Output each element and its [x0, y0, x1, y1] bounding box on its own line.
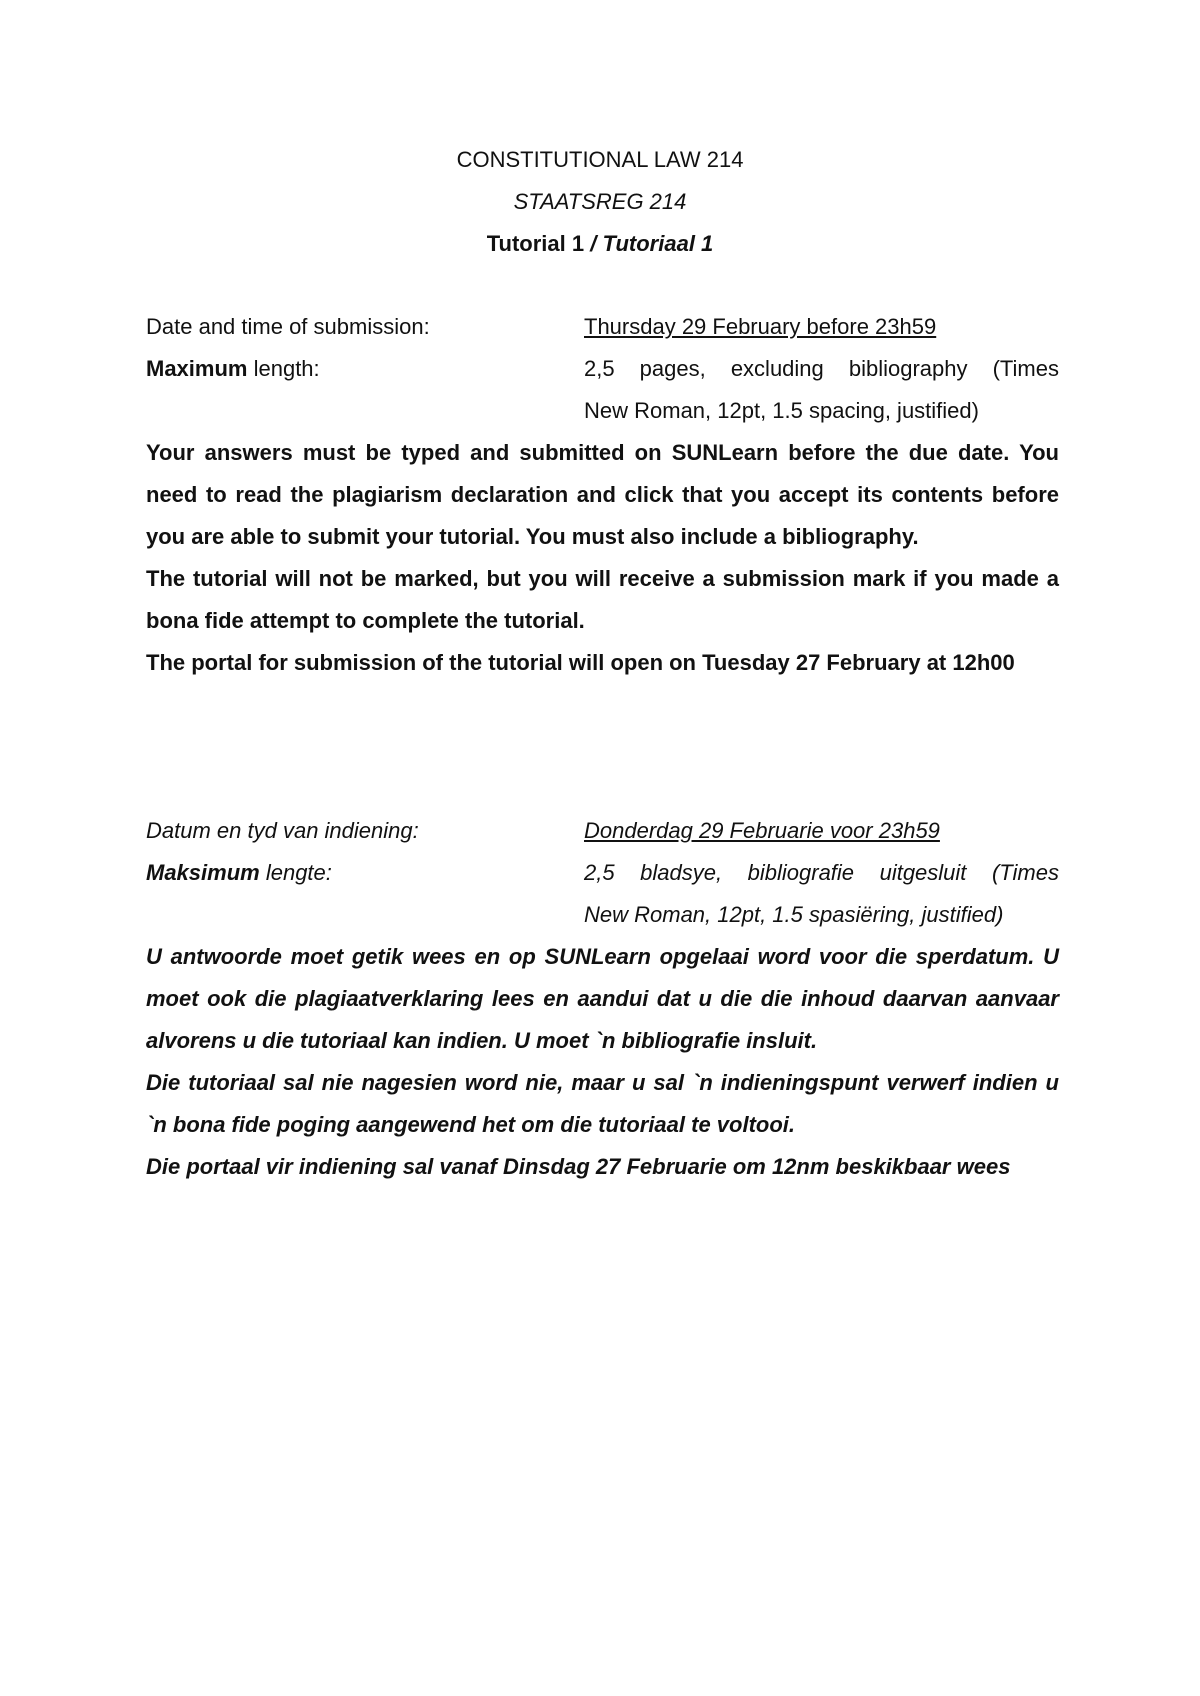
- indiening-datum-row: [146, 810, 1059, 852]
- indiening-instruksies-paragraph: U antwoorde moet getik wees en op SUNLearn opgelaai word voor die sperdatum. U moet ook die plagiaatverklaring lees en aandui dat u die die inhoud daarvan aanvaar alvorens u die tutoriaal kan indien. U moet `n bibliografie insluit.: [146, 944, 1059, 1053]
- portaal-opening-paragraph: Die portaal vir indiening sal vanaf Dinsdag 27 Februarie om 12nm beskikbaar wees: [146, 1154, 1011, 1179]
- english-section: [146, 306, 1059, 684]
- afrikaans-section: [146, 810, 1059, 1188]
- tutorial-heading-separator: /: [584, 231, 603, 256]
- maximum-length-value: [584, 348, 1059, 432]
- maksimum-lengte-label: [146, 852, 576, 894]
- maksimum-lengte-value-line-1: 2,5 bladsye, bibliografie uitgesluit (Times: [584, 860, 1059, 885]
- course-title-afrikaans: STAATSREG 214: [513, 189, 687, 214]
- maximum-length-value-line-1: 2,5 pages, excluding bibliography (Times: [584, 356, 1059, 381]
- portal-opening-paragraph: The portal for submission of the tutorial will open on Tuesday 27 February at 12h00: [146, 650, 1015, 675]
- course-title: CONSTITUTIONAL LAW 214: [456, 147, 744, 172]
- maksimum-lengte-row: [146, 852, 1059, 936]
- nasien-nota-paragraph: Die tutoriaal sal nie nagesien word nie, maar u sal `n indieningspunt verwerf indien u `n bona fide poging aangewend het om die tutoriaal te voltooi.: [146, 1070, 1059, 1137]
- tutorial-heading-english: Tutorial 1: [486, 231, 585, 256]
- submission-instructions-paragraph: Your answers must be typed and submitted on SUNLearn before the due date. You need to read the plagiarism declaration and click that you accept its contents before you are able to submit your tutorial. You must also include a bibliography.: [146, 440, 1059, 549]
- tutorial-heading: [0, 230, 1200, 258]
- maximum-length-label-bold: Maximum: [146, 356, 248, 381]
- maksimum-lengte-label-bold: Maksimum: [146, 860, 260, 885]
- maximum-length-row: [146, 348, 1059, 432]
- maksimum-lengte-value-line-2: New Roman, 12pt, 1.5 spasiëring, justified): [584, 902, 1004, 927]
- maximum-length-label-rest: length:: [247, 356, 320, 381]
- maksimum-lengte-label-rest: lengte:: [259, 860, 332, 885]
- indiening-datum-value: Donderdag 29 Februarie voor 23h59: [584, 818, 940, 843]
- tutorial-heading-afrikaans: Tutoriaal 1: [602, 231, 714, 256]
- submission-date-row: [146, 306, 1059, 348]
- maksimum-lengte-value: [584, 852, 1059, 936]
- marking-note-paragraph: The tutorial will not be marked, but you will receive a submission mark if you made a bona fide attempt to complete the tutorial.: [146, 566, 1059, 633]
- indiening-datum-label: Datum en tyd van indiening:: [146, 818, 419, 843]
- maximum-length-label: [146, 348, 576, 390]
- submission-date-value: Thursday 29 February before 23h59: [584, 314, 937, 339]
- maximum-length-value-line-2: New Roman, 12pt, 1.5 spacing, justified): [584, 398, 979, 423]
- submission-date-label: Date and time of submission:: [146, 314, 430, 339]
